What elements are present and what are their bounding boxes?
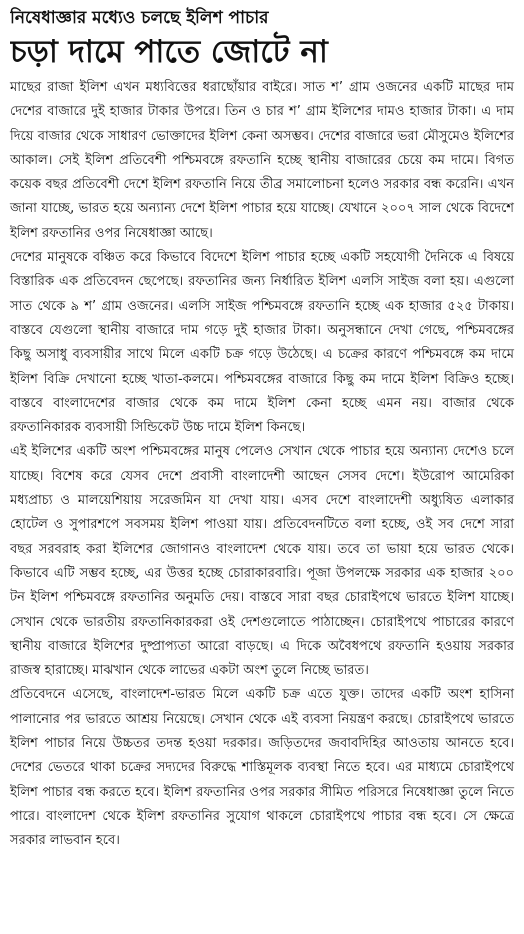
main-headline: চড়া দামে পাতে জোটে না [10, 34, 328, 70]
article-paragraph-2: দেশের মানুষকে বঞ্চিত করে কিভাবে বিদেশে ইলিশ পাচার হচ্ছে একটি সহযোগী দৈনিকে এ বিষয়ে বিস্তারিক এক প্রতিবেদন ছেপেছে। রফতানির জন্য নির্ধারিত ইলিশ এলসি সাইজ বলা হয়। এগুলো সাত থেকে ৯ শ’ গ্রাম ওজনের। এলসি সাইজ পশ্চিমবঙ্গে রফতানি হচ্ছে এক হাজার ৫২৫ টাকায়। বাস্তবে যেগুলো স্থানীয় বাজারে দাম গড়ে দুই হাজার টাকা। অনুসন্ধানে দেখা গেছে, পশ্চিমবঙ্গের কিছু অসাধু ব্যবসায়ীর সাথে মিলে একটি চক্র গড়ে উঠেছে। এ চক্রের কারণে পশ্চিমবঙ্গে কম দামে ইলিশ বিক্রি দেখানো হচ্ছে খাতা-কলমে। পশ্চিমবঙ্গের বাজারে কিছু কম দামে ইলিশ বিক্রিও হচ্ছে। বাস্তবে বাংলাদেশের বাজার থেকে কম দামে ইলিশ কেনা হচ্ছে এমন নয়। বাজার থেকে রফতানিকারক ব্যবসায়ী সিন্ডিকেট উচ্চ দামে ইলিশ কিনছে। [10, 250, 514, 436]
article-paragraph-4: প্রতিবেদনে এসেছে, বাংলাদেশ-ভারত মিলে একটি চক্র এতে যুক্ত। তাদের একটি অংশ হাসিনা পালানোর পর ভারতে আশ্রয় নিয়েছে। সেখান থেকে এই ব্যবসা নিয়ন্ত্রণ করছে। চোরাইপথে ভারতে ইলিশ পাচার নিয়ে উচ্চতর তদন্ত হওয়া দরকার। জড়িতদের জবাবদিহির আওতায় আনতে হবে। দেশের ভেতরে থাকা চক্রের সদ্যদের বিরুদ্ধে শাস্তিমূলক ব্যবস্থা নিতে হবে। এর মাধ্যমে চোরাইপথে ইলিশ পাচার বন্ধ করতে হবে। ইলিশ রফতানির ওপর সরকার সীমিত পরিসরে নিষেধাজ্ঞা তুলে নিতে পারে। বাংলাদেশ থেকে ইলিশ রফতানির সুযোগ থাকলে চোরাইপথে পাচার বন্ধ হবে। সে ক্ষেত্রে সরকার লাভবান হবে। [10, 687, 514, 849]
kicker-headline: নিষেধাজ্ঞার মধ্যেও চলছে ইলিশ পাচার [10, 8, 269, 28]
article-body [10, 76, 514, 854]
article-paragraph-1: মাছের রাজা ইলিশ এখন মধ্যবিত্তের ধরাছোঁয়ার বাইরে। সাত শ’ গ্রাম ওজনের একটি মাছের দাম দেশের বাজারে দুই হাজার টাকার উপরে। তিন ও চার শ’ গ্রাম ইলিশের দামও হাজার টাকা। এ দাম দিয়ে বাজার থেকে সাধারণ ভোক্তাদের ইলিশ কেনা অসম্ভব। দেশের বাজারে ভরা মৌসুমেও ইলিশের আকাল। সেই ইলিশ প্রতিবেশী পশ্চিমবঙ্গে রফতানি হচ্ছে স্থানীয় বাজারের চেয়ে কম দামে। বিগত কয়েক বছর প্রতিবেশী দেশে ইলিশ রফতানি নিয়ে তীব্র সমালোচনা হলেও সরকার বন্ধ করেনি। এখন জানা যাচ্ছে, ভারত হয়ে অন্যান্য দেশে ইলিশ পাচার হয়ে যাচ্ছে। যেখানে ২০০৭ সাল থেকে বিদেশে ইলিশ রফতানির ওপর নিষেধাজ্ঞা আছে। [10, 80, 514, 241]
article-paragraph-3: এই ইলিশের একটি অংশ পশ্চিমবঙ্গের মানুষ পেলেও সেখান থেকে পাচার হয়ে অন্যান্য দেশেও চলে যাচ্ছে। বিশেষ করে যেসব দেশে প্রবাসী বাংলাদেশী আছেন সেসব দেশে। ইউরোপ আমেরিকা মধ্যপ্রাচ্য ও মালয়েশিয়ায় সরেজমিন যা দেখা যায়। এসব দেশে বাংলাদেশী অধ্যুষিত এলাকার হোটেল ও সুপারশপে সবসময় ইলিশ পাওয়া যায়। প্রতিবেদনটিতে বলা হচ্ছে, ওই সব দেশে সারা বছর সরবরাহ করা ইলিশের জোগানও বাংলাদেশ থেকে যায়। তবে তা ভায়া হয়ে ভারত থেকে। কিভাবে এটি সম্ভব হচ্ছে, এর উত্তর হচ্ছে চোরাকারবারি। পূজা উপলক্ষে সরকার এক হাজার ২০০ টন ইলিশ পশ্চিমবঙ্গে রফতানির অনুমতি দেয়। বাস্তবে সারা বছর চোরাইপথে ভারতে ইলিশ যাচ্ছে। সেখান থেকে ভারতীয় রফতানিকারকরা ওই দেশগুলোতে পাঠাচ্ছেন। চোরাইপথে পাচারের কারণে স্থানীয় বাজারে ইলিশের দুষ্প্রাপ্যতা আরো বাড়ছে। এ দিকে অবৈধপথে রফতানি হওয়ায় সরকার রাজস্ব হারাচ্ছে। মাঝখান থেকে লাভের একটা অংশ তুলে নিচ্ছে ভারত। [10, 444, 514, 679]
